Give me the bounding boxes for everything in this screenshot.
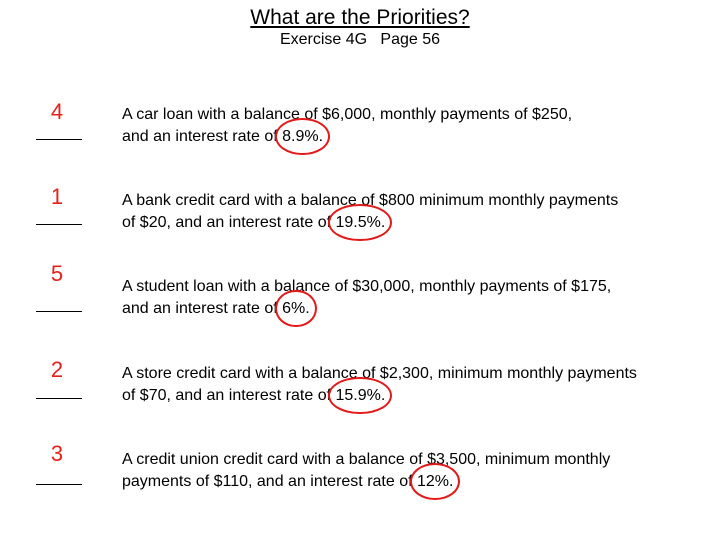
answer-blank xyxy=(36,139,82,140)
interest-rate-highlight xyxy=(335,385,385,407)
interest-rate-highlight xyxy=(417,471,453,493)
interest-rate-highlight xyxy=(282,298,310,320)
interest-rate: 15.9%. xyxy=(335,386,386,404)
description-line-1: A car loan with a balance of $6,000, monthly payments of $250, xyxy=(122,106,573,123)
description-line-1: A bank credit card with a balance of $800 minimum monthly payments xyxy=(122,192,619,209)
description-line-1: A student loan with a balance of $30,000, monthly payments of $175, xyxy=(122,278,612,295)
description-line-2 xyxy=(122,126,712,148)
page-subtitle: Exercise 4G Page 56 xyxy=(279,31,441,48)
description-line-1: A store credit card with a balance of $2,300, minimum monthly payments xyxy=(122,365,637,382)
priority-item xyxy=(0,183,720,253)
answer-blank xyxy=(36,224,82,225)
rank-number: 5 xyxy=(50,261,64,286)
header xyxy=(0,6,720,50)
answer-blank xyxy=(36,484,82,485)
description-line-1: A credit union credit card with a balance of $3,500, minimum monthly xyxy=(122,451,611,468)
item-description xyxy=(122,104,712,147)
priority-item xyxy=(0,442,720,512)
item-description xyxy=(122,363,712,406)
interest-rate: 8.9%. xyxy=(282,127,324,145)
rank-number: 1 xyxy=(50,184,64,209)
interest-rate: 19.5%. xyxy=(335,213,386,231)
item-description xyxy=(122,449,712,492)
rank-number: 3 xyxy=(50,441,64,466)
answer-blank xyxy=(36,311,82,312)
item-description xyxy=(122,190,712,233)
item-description xyxy=(122,276,712,319)
description-line-2-text: of $20, and an interest rate of xyxy=(122,213,336,231)
interest-rate-highlight xyxy=(335,212,385,234)
priority-item xyxy=(0,262,720,332)
interest-rate: 12%. xyxy=(417,472,454,490)
description-line-2-text: payments of $110, and an interest rate of xyxy=(122,472,417,490)
description-line-2 xyxy=(122,471,712,493)
answer-blank xyxy=(36,398,82,399)
priority-item xyxy=(0,358,720,428)
description-line-2 xyxy=(122,298,712,320)
description-line-2 xyxy=(122,212,712,234)
interest-rate-highlight xyxy=(282,126,323,148)
description-line-2-text: and an interest rate of xyxy=(122,127,283,145)
priority-item xyxy=(0,98,720,168)
description-line-2-text: of $70, and an interest rate of xyxy=(122,386,336,404)
rank-number: 2 xyxy=(50,357,64,382)
interest-rate: 6%. xyxy=(282,299,310,317)
page-title: What are the Priorities? xyxy=(250,6,470,29)
description-line-2-text: and an interest rate of xyxy=(122,299,283,317)
description-line-2 xyxy=(122,385,712,407)
rank-number: 4 xyxy=(50,99,64,124)
